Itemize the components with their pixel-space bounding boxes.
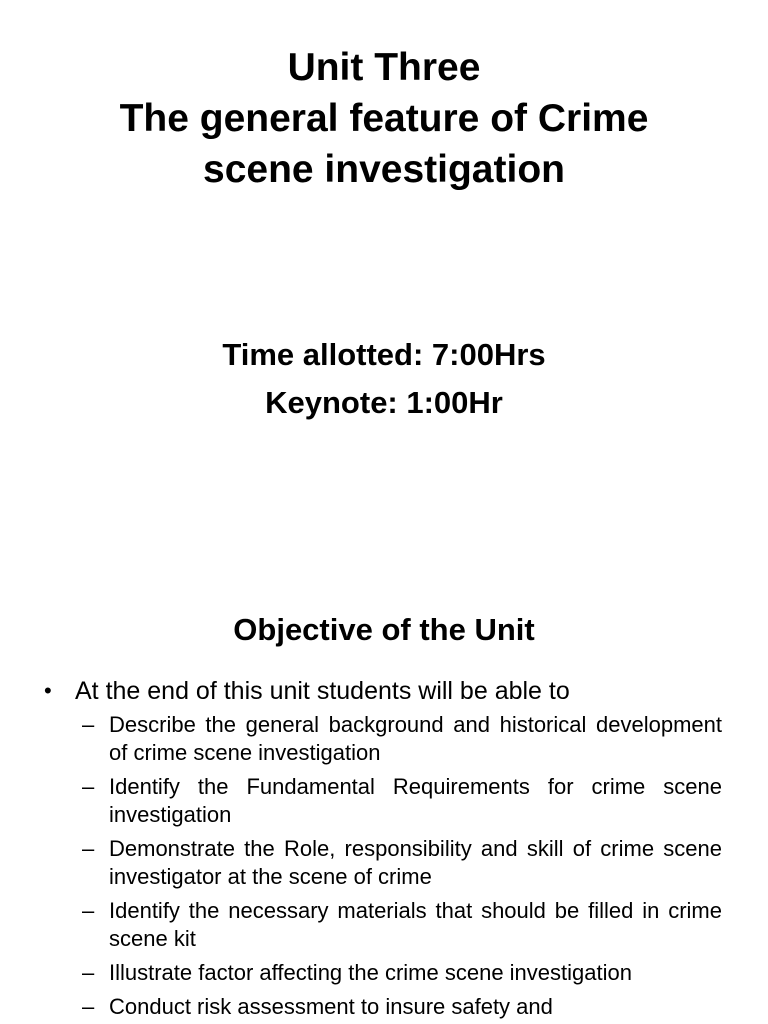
dash-marker: – bbox=[82, 994, 95, 1019]
objective-text: Demonstrate the Role, responsibility and skill of crime scene investigator at the scene of crime bbox=[109, 836, 722, 889]
objective-text: Illustrate factor affecting the crime scene investigation bbox=[109, 960, 632, 985]
bullet-dot: • bbox=[44, 678, 52, 703]
objective-text: Identify the necessary materials that should be filled in crime scene kit bbox=[109, 898, 722, 951]
dash-marker: – bbox=[82, 898, 95, 923]
dash-marker: – bbox=[82, 960, 95, 985]
unit-title-line-2: The general feature of Crime bbox=[119, 97, 649, 140]
unit-title-line-3: scene investigation bbox=[203, 148, 565, 191]
objective-item bbox=[82, 897, 722, 953]
objective-item bbox=[82, 711, 722, 767]
objective-text: Describe the general background and historical development of crime scene investigation bbox=[109, 712, 722, 765]
unit-title bbox=[0, 42, 768, 195]
objective-text: Identify the Fundamental Requirements for crime scene investigation bbox=[109, 774, 722, 827]
dash-marker: – bbox=[82, 712, 95, 737]
objective-intro-text: At the end of this unit students will be able to bbox=[75, 677, 570, 705]
objective-text: Conduct risk assessment to insure safety and bbox=[109, 994, 553, 1019]
time-allotted: Time allotted: 7:00Hrs bbox=[222, 337, 546, 372]
objective-intro-bullet bbox=[44, 673, 734, 709]
objective-list bbox=[82, 711, 722, 1024]
dash-marker: – bbox=[82, 774, 95, 799]
dash-marker: – bbox=[82, 836, 95, 861]
keynote-time: Keynote: 1:00Hr bbox=[265, 385, 503, 420]
objective-item bbox=[82, 959, 722, 987]
objective-item bbox=[82, 835, 722, 891]
unit-title-line-1: Unit Three bbox=[287, 46, 481, 89]
objective-item bbox=[82, 773, 722, 829]
objective-title: Objective of the Unit bbox=[233, 612, 535, 647]
objective-item bbox=[82, 993, 722, 1021]
unit-time-info bbox=[0, 331, 768, 427]
